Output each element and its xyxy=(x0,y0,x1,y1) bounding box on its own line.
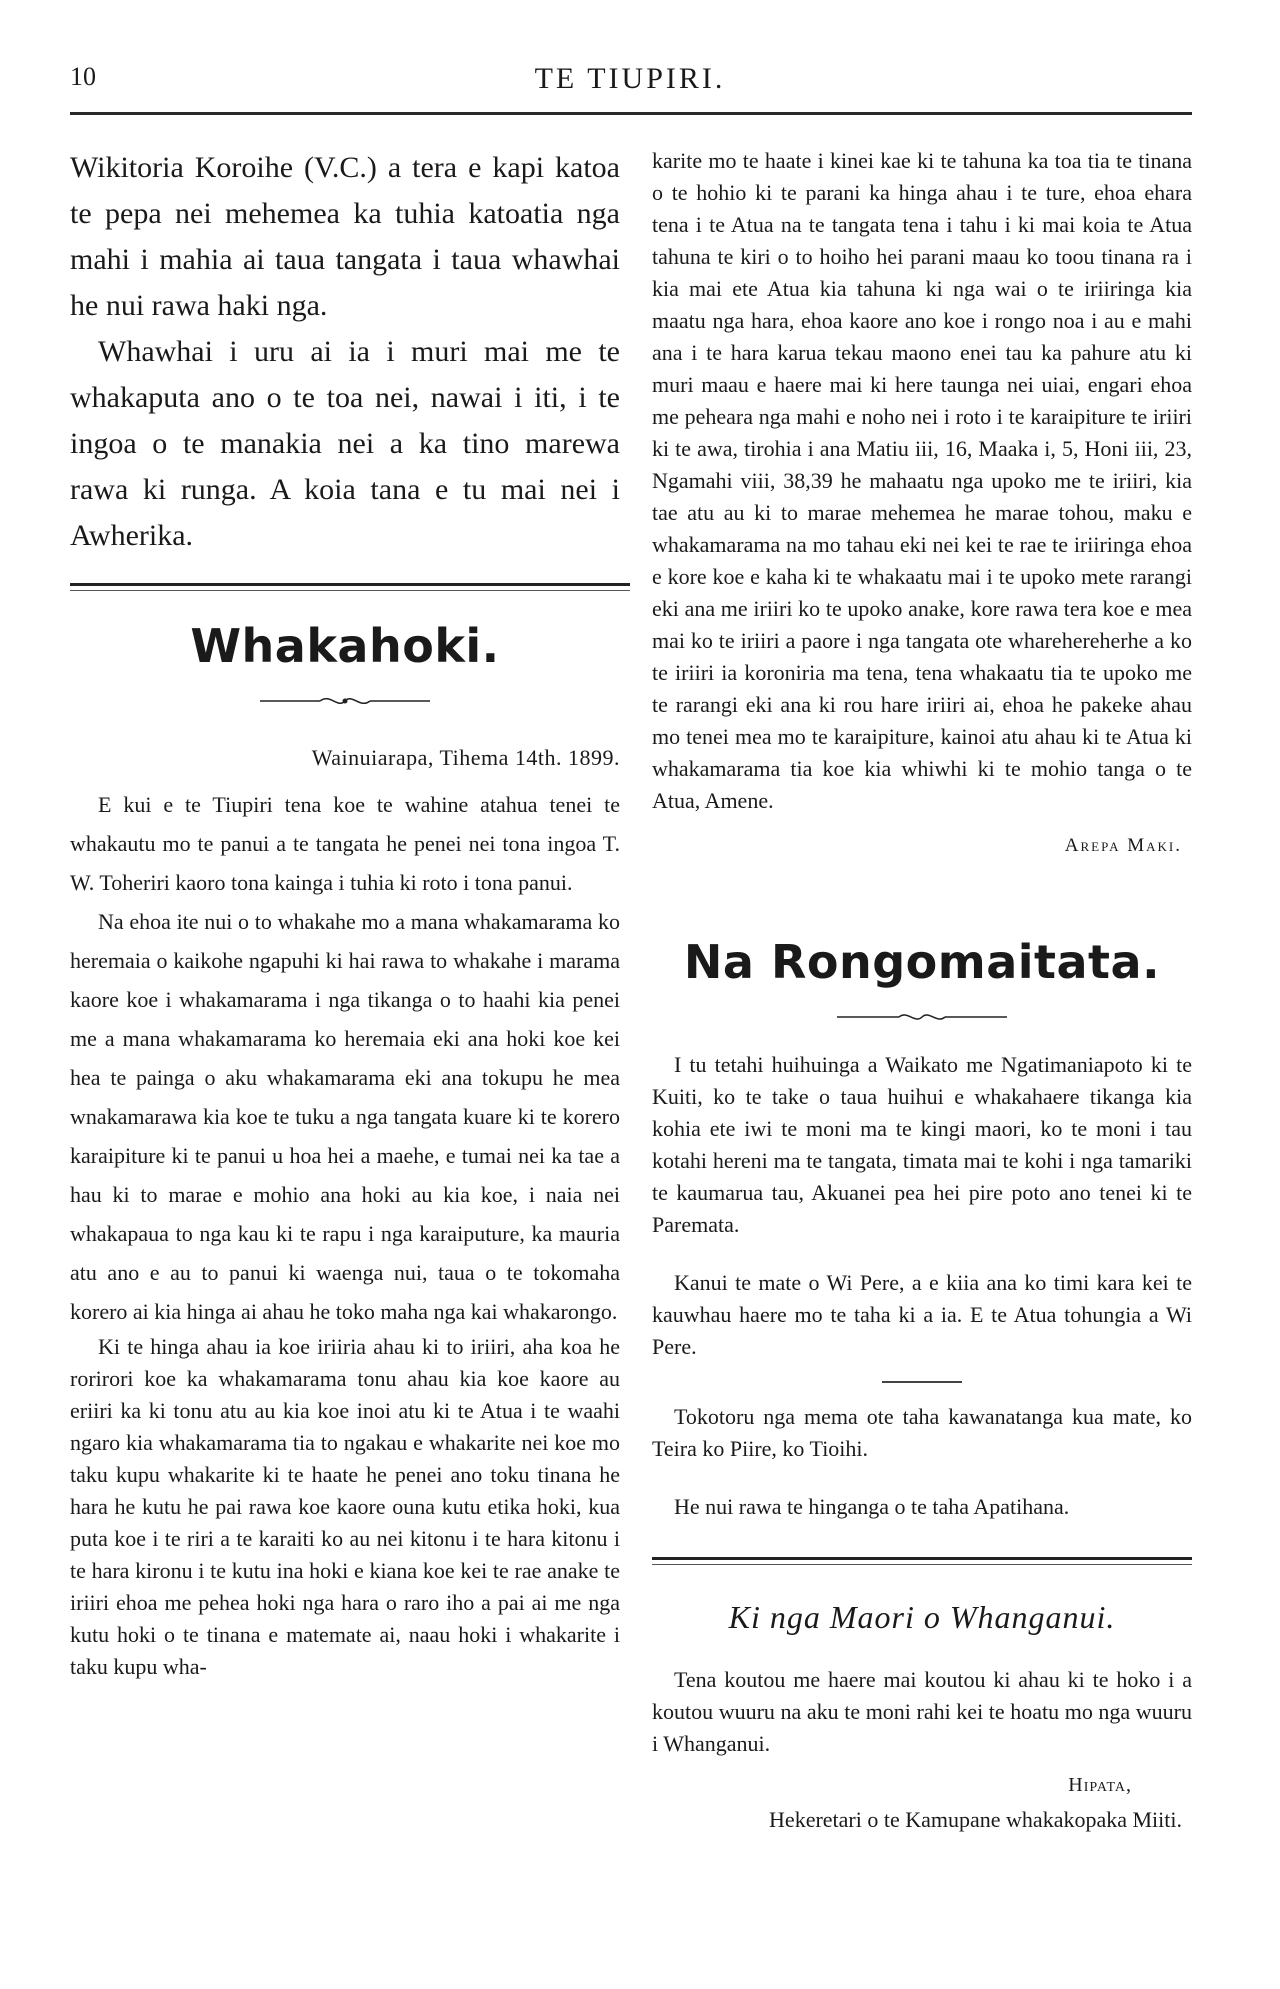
news-notice: He nui rawa te hinganga o te taha Apatihana. xyxy=(674,1494,1070,1519)
letter-signature: Arepa Maki. xyxy=(1064,835,1182,856)
newspaper-title: TE TIUPIRI. xyxy=(534,62,726,95)
letter-dateline: Wainuiarapa, Tihema 14th. 1899. xyxy=(311,745,620,770)
flourish-ornament-icon xyxy=(260,693,430,709)
left-column xyxy=(70,145,620,1683)
letter-continuation: karite mo te haate i kinei kae ki te tahuna ka toa tia te tinana o te hohio ki te parani ka hinga ahau i te ture, ehoa ehara tena i te Atua na te tangata tena i tahu i ki mai koia te Atua tahuna te kiri o to hoiho hei parani maau ko toou tinana ra i kia mai ete Atua kia tahuna ki nga wai o te iriiringa kia maatu nga hara, ehoa kaore ano koe i rongo noa i au e mahi ana i te hara karua tekau maono enei tau ka pahure atu ki muri maau e haere mai ki here taunga nei uiai, engari ehoa me peheara nga mahi e noho nei i roto i te karaipiture te iriiri ki te awa, tirohia i ana Matiu iii, 16, Maaka i, 5, Honi iii, 23, Ngamahi viii, 38,39 he mahaatu nga upoko me te iriiri, kia tae atu au ki to marae mehemea he marae tohou, maku e whakamarama na mo tahau eki nei kei te rae te iriiringa ehoa e kore koe e kaha ki te whakaatu mai i te upoko mete rarangi eki ana me iriiri ko te upoko anake, kore rawa tera koe e mea mai ko te iriiri a paore i nga tangata ote wharehereherhe a ko te iriiri ia koroniria ma tena, tena whakaatu tia te upoko me te rarangi eki ana ki rou hare iriiri ai, ehoa he pakeke ahau mo tenei mea mo te karaipiture, kainoi atu ahau ki te Atua ki whakamarama tia koe kia whiwhi ki te mohio tanga o te Atua, Amene. xyxy=(652,148,1192,813)
letter-paragraph: E kui e te Tiupiri tena koe te wahine atahua tenei te whakautu mo te panui a te tangata he penei nei tona ingoa T. W. Toheriri kaoro tona kainga i tuhia ki roto i tona panui. xyxy=(70,792,620,895)
notice-divider xyxy=(882,1381,962,1383)
intro-paragraph: Whawhai i uru ai ia i muri mai me te whakaputa ano o te toa nei, nawai i iti, i te ingoa o te manakia nei a ka tino marewa rawa ki runga. A koia tana e tu mai nei i Awherika. xyxy=(70,335,620,552)
notice-spacer xyxy=(652,1241,1192,1267)
right-column xyxy=(652,145,1192,1835)
section-heading-na-rongomaitata: Na Rongomaitata. xyxy=(683,935,1161,989)
intro-paragraph: Wikitoria Koroihe (V.C.) a tera e kapi katoa te pepa nei mehemea ka tuhia katoatia nga mahi i mahia ai taua tangata i taua whawhai he nui rawa haki nga. xyxy=(70,151,620,322)
letter-paragraph: Ki te hinga ahau ia koe iriiria ahau ki to iriiri, aha koa he rorirori koe ka whakamarama tonu ahau kia koe kaore au eriiri ka ki tonu atu au kia koe inoi atu ki te Atua i te waahi ngaro kia whakamarama tia to ngakau e whakarite nei koe mo taku kupu whakarite ki te haate he penei ano toku tinana he hara he kutu he pai rawa koe kaore ouna kutu etika hoki, kua puta koe i te riri a te karaiti ko au nei kitonu i te hara kitonu i te hara kironu i te kutu ina hoki e kiana koe kei te rae anake te iriiri ehoa me pehea hoki nga hara o raro iho a pai ai me nga kutu hoki o te tinana e matemate ai, naau hoki i whakarite i taku kupu wha- xyxy=(70,1334,620,1679)
flourish-ornament-icon xyxy=(837,1009,1007,1025)
advertisement-text: Tena koutou me haere mai koutou ki ahau ki te hoko i a koutou wuuru na aku te moni rahi kei te hoatu mo nga wuuru i Whanganui. xyxy=(652,1667,1192,1756)
advertisement-signature: Hipata, xyxy=(1068,1774,1132,1796)
news-notice: Kanui te mate o Wi Pere, a e kiia ana ko timi kara kei te kauwhau haere mo te taha ki a ia. E te Atua tohungia a Wi Pere. xyxy=(652,1270,1192,1359)
letter-paragraph: Na ehoa ite nui o to whakahe mo a mana whakamarama ko heremaia o kaikohe ngapuhi ki hai rawa to whakahe i marama kaore koe i whakamarama i nga tikanga o to haahi kia penei me a mana whakamarama ko heremaia eki ana hoki koe kei hea te painga o aku whakamarama eki ana tokupu he mea wnakamarawa kia koe te tuku a nga tangata kuare ki te korero karaipiture ki te panui u hoa hei a maehe, e tumai nei ka tae a hau ki to marae e mohio ana hoki au kia koe, i naia nei whakapaua to nga kau ki te rapu i nga karaiputure, ka mauria atu ano e au to panui ki waenga nui, taua o te tokomaha korero ai kia hinga ai ahau he toko maha nga kai whakarongo. xyxy=(70,909,620,1324)
section-divider xyxy=(70,583,630,591)
header-rule xyxy=(70,112,1192,115)
news-notice: I tu tetahi huihuinga a Waikato me Ngatimaniapoto ki te Kuiti, ko te take o taua huihui e whakahaere tikanga kia kohia ete iwi te moni ma te kingi maori, ko te moni i tau kotahi hereni ma te tangata, timata mai te kohi i nga tamariki te kaumarua tau, Akuanei pea hei pire poto ano tenei ki te Paremata. xyxy=(652,1052,1192,1237)
news-notice: Tokotoru nga mema ote taha kawanatanga kua mate, ko Teira ko Piire, ko Tioihi. xyxy=(652,1404,1192,1461)
notice-spacer xyxy=(652,1465,1192,1491)
section-heading-whakahoki: Whakahoki. xyxy=(190,619,500,673)
section-divider xyxy=(652,1557,1192,1565)
advertisement-signatory-title: Hekeretari o te Kamupane whakakopaka Miiti. xyxy=(769,1807,1182,1832)
page-header xyxy=(70,62,1190,102)
page-number: 10 xyxy=(70,62,96,91)
advertisement-heading: Ki nga Maori o Whanganui. xyxy=(728,1599,1116,1635)
